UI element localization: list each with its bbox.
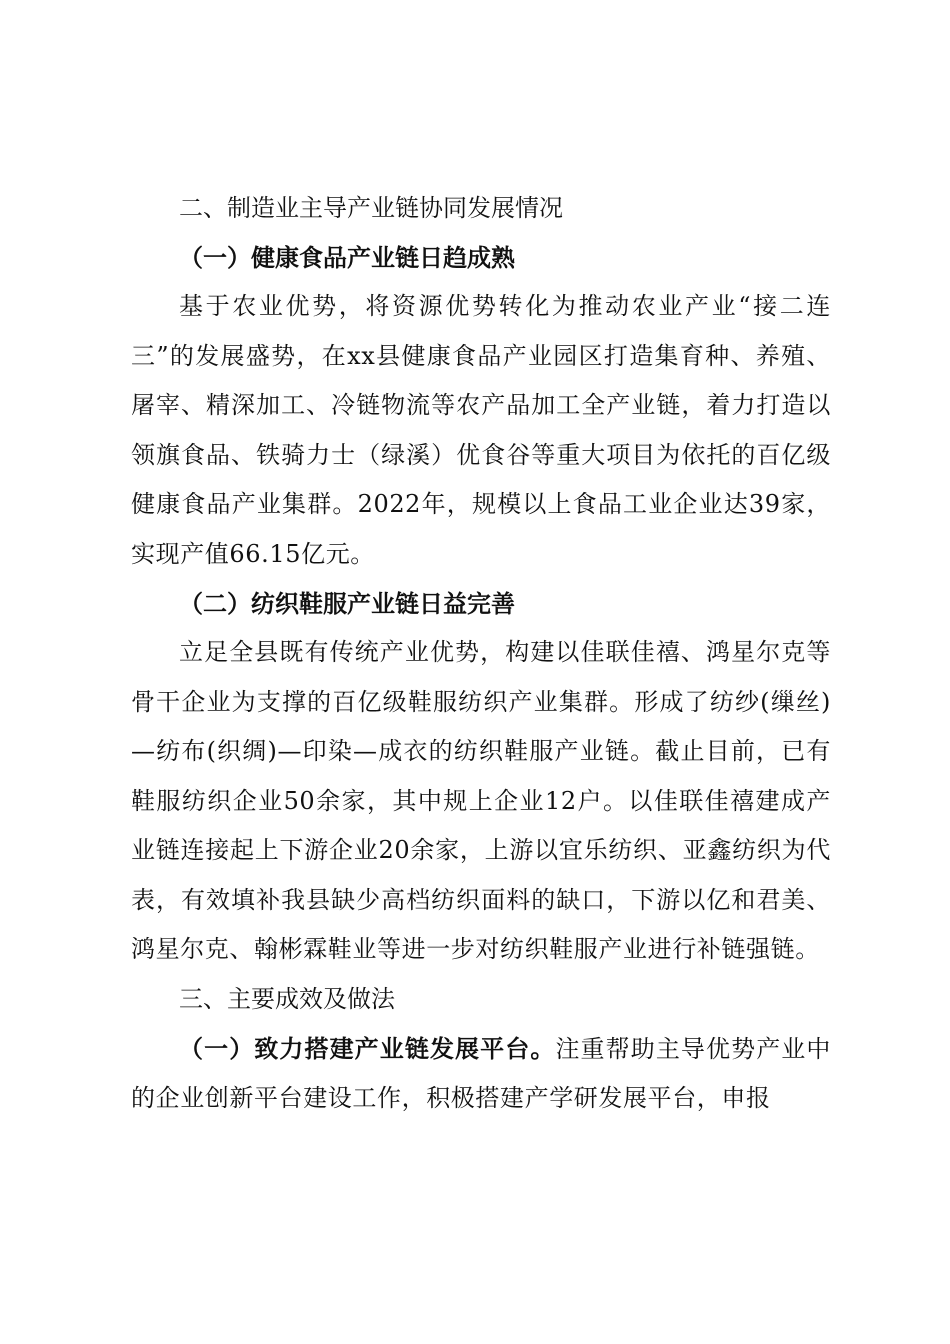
- section-heading-3: 三、主要成效及做法: [179, 984, 395, 1013]
- section-heading-2: 二、制造业主导产业链协同发展情况: [179, 194, 563, 222]
- subsection-heading-health-food: （一）健康食品产业链日趋成熟: [179, 243, 515, 272]
- subsection-heading-textile: （二）纺织鞋服产业链日益完善: [179, 589, 515, 618]
- paragraph-health-food: 基于农业优势，将资源优势转化为推动农业产业“接二连三”的发展盛势，在xx县健康食品产业园区打造集育种、养殖、屠宰、精深加工、冷链物流等农产品加工全产业链，着力打造以领旗食品、铁骑力士（绿溪）优食谷等重大项目为依托的百亿级健康食品产业集群。2022年，规模以上食品工业企业达39家，实现产值66.15亿元。: [131, 292, 831, 568]
- paragraph-textile: 立足全县既有传统产业优势，构建以佳联佳禧、鸿星尔克等骨干企业为支撑的百亿级鞋服纺织产业集群。形成了纺纱(缫丝)—纺布(织绸)—印染—成衣的纺织鞋服产业链。截止目前，已有鞋服纺织企业50余家，其中规上企业12户。以佳联佳禧建成产业链连接起上下游企业20余家，上游以宜乐纺织、亚鑫纺织为代表，有效填补我县缺少高档纺织面料的缺口，下游以亿和君美、鸿星尔克、翰彬霖鞋业等进一步对纺织鞋服产业进行补链强链。: [131, 638, 831, 963]
- paragraph-platform-body: 注重帮助主导优势产业中的企业创新平台建设工作，积极搭建产学研发展平台，申报: [131, 1034, 831, 1112]
- paragraph-platform-lead: （一）致力搭建产业链发展平台。: [179, 1033, 556, 1063]
- document-page: [131, 184, 831, 1124]
- paragraph-platform: [131, 1024, 831, 1124]
